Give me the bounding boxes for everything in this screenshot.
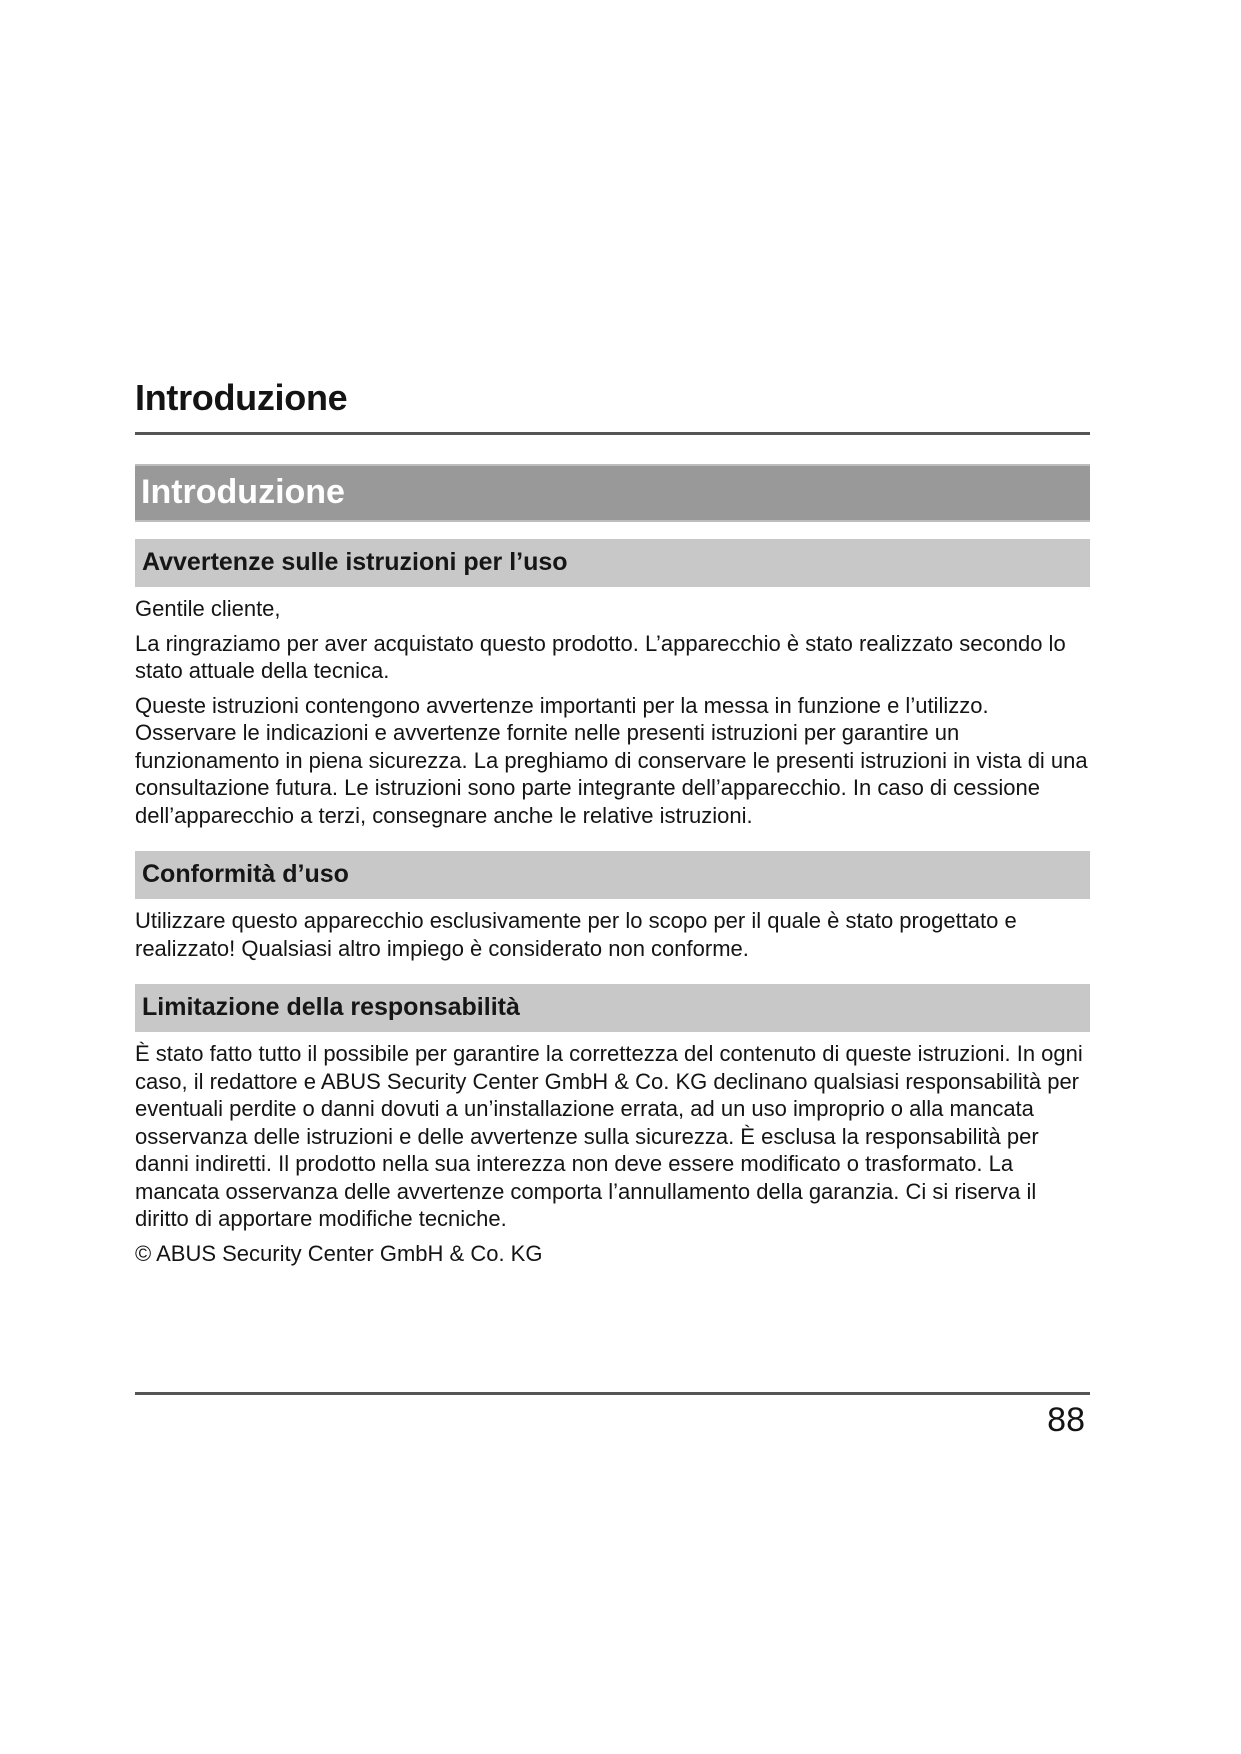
footer-divider bbox=[135, 1392, 1090, 1395]
copyright-notice: © ABUS Security Center GmbH & Co. KG bbox=[135, 1240, 543, 1266]
paragraph: Utilizzare questo apparecchio esclusivamente per lo scopo per il quale è stato progettato e realizzato! Qualsiasi altro impiego è considerato non conforme. bbox=[135, 908, 1017, 961]
paragraph: È stato fatto tutto il possibile per garantire la correttezza del contenuto di queste istruzioni. In ogni caso, il redattore e ABUS Security Center GmbH & Co. KG declinano qualsiasi responsabilità per eventuali perdite o danni dovuti a un’installazione errata, ad un uso improprio o alla mancata osservanza delle istruzioni e delle avvertenze sulla sicurezza. È esclusa la responsabilità per danni indiretti. Il prodotto nella sua interezza non deve essere modificato o trasformato. La mancata osservanza delle avvertenze comporta l’annullamento della garanzia. Ci si riserva il diritto di apportare modifiche tecniche. bbox=[135, 1041, 1083, 1231]
paragraph: La ringraziamo per aver acquistato questo prodotto. L’apparecchio è stato realizzato secondo lo stato attuale della tecnica. bbox=[135, 630, 1066, 683]
section-heading-usage-notes: Avvertenze sulle istruzioni per l’uso bbox=[135, 539, 1090, 587]
section-heading-liability: Limitazione della responsabilità bbox=[135, 984, 1090, 1032]
title-divider bbox=[135, 432, 1090, 435]
section-heading-intended-use: Conformità d’uso bbox=[135, 851, 1090, 899]
chapter-title-bar: Introduzione bbox=[135, 464, 1090, 522]
section-body-intended-use bbox=[135, 907, 1090, 962]
section-body-liability bbox=[135, 1040, 1090, 1267]
paragraph: Queste istruzioni contengono avvertenze importanti per la messa in funzione e l’utilizzo. Osservare le indicazioni e avvertenze fornite nelle presenti istruzioni per garantire un funzionamento in piena sicurezza. La preghiamo di conservare le presenti istruzioni in vista di una consultazione futura. Le istruzioni sono parte integrante dell’apparecchio. In caso di cessione dell’apparecchio a terzi, consegnare anche le relative istruzioni. bbox=[135, 692, 1088, 828]
section-body-usage-notes bbox=[135, 595, 1090, 829]
paragraph: Gentile cliente, bbox=[135, 596, 281, 621]
page-number: 88 bbox=[1047, 1401, 1085, 1439]
page-title: Introduzione bbox=[135, 377, 348, 418]
page-content bbox=[135, 370, 1090, 1267]
